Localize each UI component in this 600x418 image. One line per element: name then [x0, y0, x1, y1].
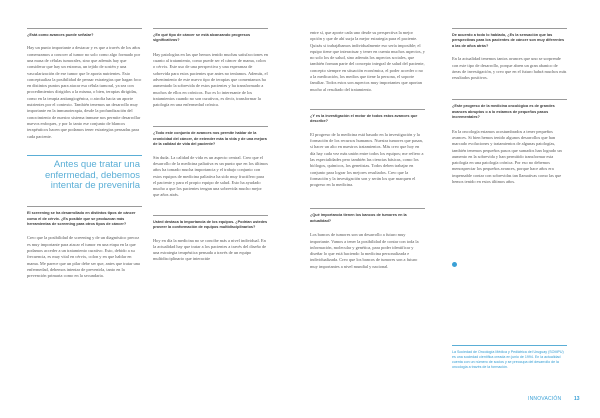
- column-1: [27, 0, 142, 280]
- question-1: ¿Está como avances puede señalar?: [27, 33, 94, 37]
- answer-5-continued: entre sí, que aporte cada uno desde su perspectiva la mejor opción y que de ahí surja la mejor estrategia para el paciente. Quizás si trabajábamos individualmente eso sería imposible; el equipo tiene que interactuar y tener en cuenta muchos aspectos, y no solo los de salud, sino además los aspectos sociales, que también forman parte del concepto integral de salud del paciente, concepto siempre en situación económica, el poder acceder o no a la medicación, los medios que tiene la persona, el soporte familiar. Todos estos son aspectos muy importantes que aportan mucho al resultado del tratamiento.: [310, 30, 425, 92]
- answer-7: Los bancos de tumores son un desarrollo a futuro muy importante. Vamos a tener la posibilidad de contar con toda la información, molecular y genética, para poder identificar y diseñar lo que está haciendo la medicina personalizada e individualizada. Creo que los bancos de tumores son a futuro muy importantes a nivel mundial y nacional.: [310, 232, 419, 269]
- page-number: 13: [574, 396, 580, 402]
- answer-6: El progreso de la medicina está basado en la investigación y la formación de los recursos humanos. Nuestra tumores que pasan, si hacer un alto en nuestros tratamientos. Más creo que hoy en día hay cada vez más unión entre todos los equipos; me refiero a las especialidades pero también las ciencias básicas, como los biólogos, químicos, los genetistas. Todos deben trabajar en conjunto para lograr los mejores resultados. Creo que la formación y la investigación son y serán los que marquen el progreso en la medicina.: [310, 131, 424, 188]
- column-3: [310, 0, 425, 270]
- column-4: [452, 0, 567, 185]
- question-6: ¿Y es la investigación el motor de todos estos avances que describe?: [310, 113, 418, 124]
- answer-8: En la actualidad tenemos tantos avances que uno se sorprende con este tipo de desarrollo, porque abren un gran abanico de áreas de investigación, y creo que en el futuro habrá muchos más resultados positivos.: [452, 56, 567, 81]
- question-8: De acuerdo a todo lo hablado, ¿Es la sensación que las perspectivas para los pacientes de cáncer son muy diferentes a las de años atrás?: [452, 33, 565, 48]
- answer-1: Hay un punto importante a destacar y es que a través de los años comenzamos a conocer al tumor no solo como algo formado por una masa de células tumorales, sino que además hay que considerar que hay un estroma, un tejido de sostén y una vascularización de ese tumor que le aporta nutrientes. Esto conceptualiza la posibilidad de pensar estrategias que hagan foco en distintos puntos para atacar esa célula tumoral, ya sea con procedimientos dirigidos a la misma, o bien, terapias dirigidas, como en la terapia antiangiogénica, o atrofia hacia un aporte nutrientes por el contexto. También tenemos un desarrollo muy importante en la inmunoterapia, desde la profundización del conocimiento de nuestro sistema inmune nos permite desarrollar nuevos enfoques, y por lo tanto ese conjunto de blancos terapéuticos hacen que podamos tener estrategias pensadas para cada paciente.: [27, 45, 142, 139]
- divider: [310, 208, 425, 209]
- question-3: ¿En qué tipo de cáncer se está alcanzando progresos significativos?: [153, 33, 251, 43]
- bullet-dot-icon: [452, 262, 457, 267]
- footnote-rule: [452, 345, 567, 346]
- pull-quote: Antes que tratar una enfermedad, debemos intentar de prevenirla: [44, 158, 140, 192]
- question-7: ¿Qué importancia tienen los bancos de tumores en la actualidad?: [310, 213, 407, 223]
- section-label: INNOVACIÓN: [528, 396, 562, 402]
- answer-4: Sin duda. La calidad de vida es un aspecto central. Creo que el desarrollo de la medicina paliativa es un punto que en los últimos años ha tomado mucha importancia y el trabajo conjunto con estos equipos de medicina paliativa ha sido muy fructífero para el paciente y para el propio equipo de salud. Esto ha ayudado mucho a que los pacientes tengan una sobrevida mucho mejor que años atrás.: [153, 154, 268, 198]
- column-2: [153, 0, 268, 263]
- question-2: El screening se ha desarrollado en distintos tipos de cáncer como el de cérvix. ¿Es posible que se produzcan más herramientas de screening para otros tipos de cáncer?: [27, 211, 136, 227]
- question-5: Usted destaca la importancia de los equipos. ¿Podrían ustedes proveer la conformación de equipos multidisciplinarios?: [153, 219, 268, 230]
- answer-2: Creo que la posibilidad de screening y de un diagnóstico precoz es muy importante para atacar el tumor en una etapa en la que podamos acceder a un tratamiento curativo. Esto, debido a su frecuencia, es muy vital en cérvix, colon y en que hablar en mama. Me parece que un pilar debe ser que, antes que tratar una enfermedad, debemos intentar de prevenirla, tanto en la prevención primaria como en la secundaria.: [27, 235, 140, 279]
- pull-quote-rule: [27, 155, 142, 156]
- divider: [452, 99, 567, 100]
- answer-9: En la oncología estamos acostumbrados a tener pequeños avances. Si bien hemos tenido algunos desarrollos que han marcado evoluciones y tratamientos de algunas patologías, también tenemos pequeños pasos que sumados han logrado un aumento en la sobrevida y han permitido transformar esta patología en una patología crónica. Por eso no debemos menospreciar los pequeños avances, porque hace años era impensable contar con sobrevidas tan llamativas como las que hemos tenido en estos últimos años.: [452, 128, 562, 184]
- divider: [27, 206, 142, 207]
- divider: [153, 215, 268, 216]
- divider: [310, 109, 425, 110]
- answer-5: Hoy en día la medicina no se concibe más a nivel individual. En la actualidad hay que tratar a los pacientes a través del diseño de una estrategia terapéutica pensada a través de un equipo multidisciplinario que interactúe: [153, 237, 267, 262]
- footnote-block: [452, 345, 567, 370]
- divider: [153, 28, 268, 29]
- footnote: La Sociedad de Oncología Médica y Pediátrica del Uruguay (SOMPU) es una sociedad científica creada en junio de 1994. En la actualidad cuenta con un número de socios y se preocupa del desarrollo de la oncología a través de la formación.: [452, 350, 564, 369]
- answer-3: Hay patologías en las que hemos tenido muchas satisfacciones en cuanto al tratamiento, como puede ser el cáncer de mama, colon o cérvix. Este uso de una perspectiva y una esperanza de sobrevida para estos pacientes que antes no teníamos. Además, el advenimiento de este nuevo tipo de terapias que comentamos ha aumentado la sobrevida de estos pacientes y ha transformado a muchos de ellos en crónicos. Eso es lo interesante de los tratamientos cuando no son curativos, es decir, transformar la patología en una enfermedad crónica.: [153, 51, 268, 108]
- divider: [452, 28, 567, 29]
- question-4: ¿Todo este conjunto de avances nos permite hablar de la cronicidad del cáncer, de extender más la vida y de una mejora de la calidad de vida del paciente?: [153, 131, 267, 147]
- divider: [153, 126, 268, 127]
- divider: [27, 28, 142, 29]
- question-9: ¿Este progreso de la medicina oncológica es de grandes avances abruptos o a lo estamos de pequeños pasos incrementales?: [452, 104, 555, 120]
